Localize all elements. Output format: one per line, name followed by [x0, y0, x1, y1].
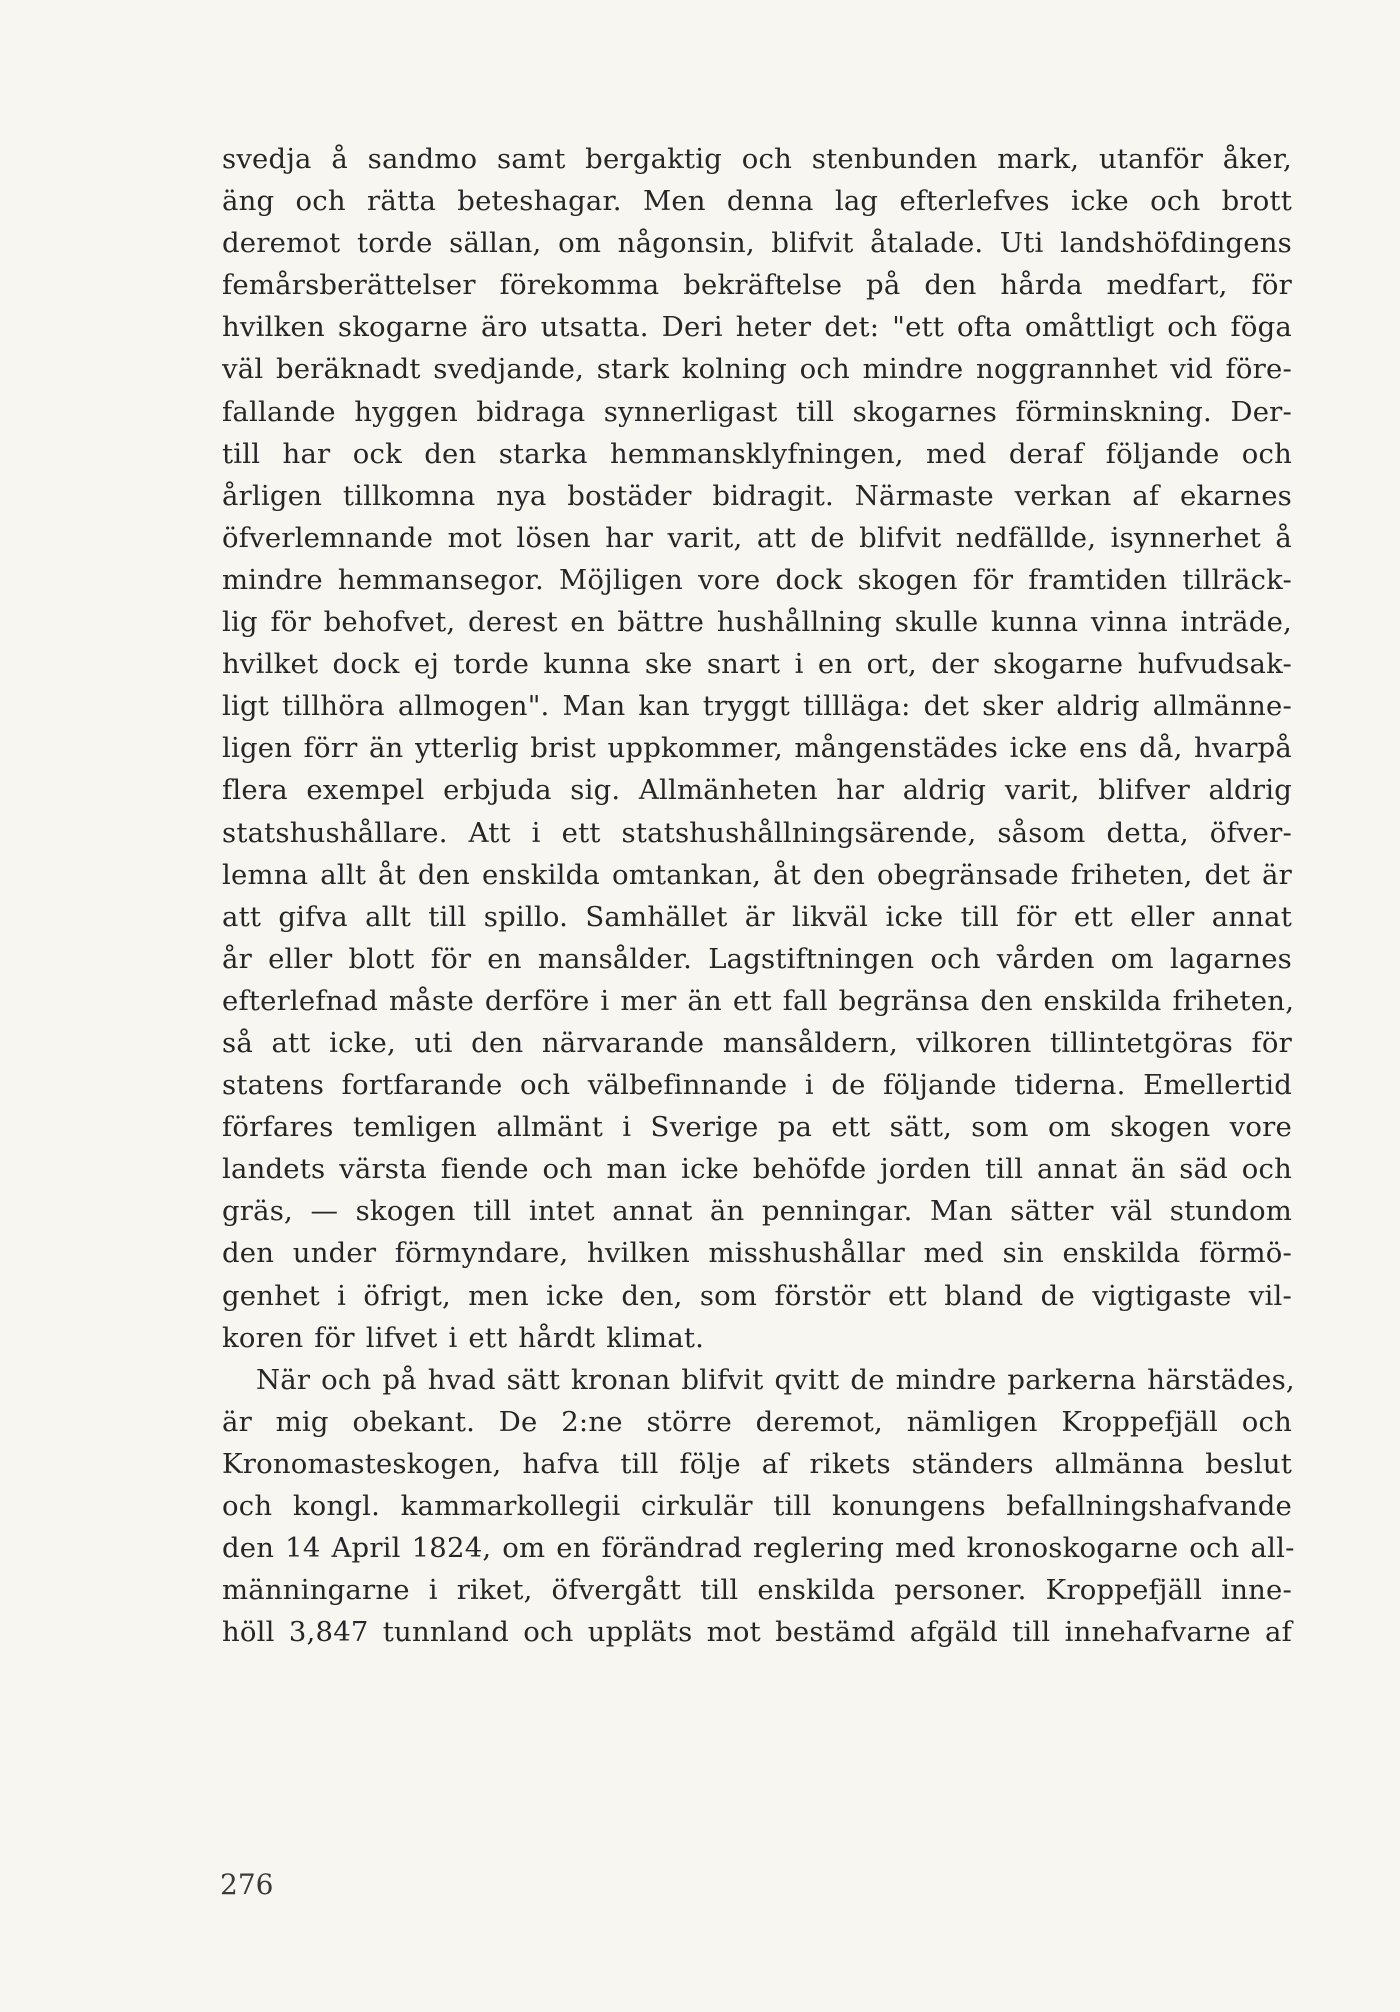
- text-line: är mig obekant. De 2:ne större deremot, nämligen Kroppefjäll och: [222, 1405, 1292, 1438]
- text-line: den under förmyndare, hvilken misshushållar med sin enskilda förmö-: [222, 1237, 1292, 1270]
- text-line: fallande hyggen bidraga synnerligast till skogarnes förminskning. Der-: [222, 395, 1292, 428]
- text-line: hvilken skogarne äro utsatta. Deri heter det: "ett ofta omåttligt och föga: [222, 311, 1292, 344]
- paragraph-1: [222, 138, 1295, 1359]
- text-line: ligt tillhöra allmogen". Man kan tryggt tillläga: det sker aldrig allmänne-: [222, 690, 1292, 723]
- text-line: till har ock den starka hemmansklyfningen, med deraf följande och: [222, 437, 1292, 470]
- text-line: femårsberättelser förekomma bekräftelse på den hårda medfart, för: [222, 269, 1292, 302]
- text-line: deremot torde sällan, om någonsin, blifvit åtalade. Uti landshöfdingens: [222, 227, 1292, 260]
- text-line: flera exempel erbjuda sig. Allmänheten har aldrig varit, blifver aldrig: [222, 774, 1292, 807]
- text-line: förfares temligen allmänt i Sverige pa ett sätt, som om skogen vore: [222, 1111, 1292, 1144]
- text-line: lemna allt åt den enskilda omtankan, åt den obegränsade friheten, det är: [222, 858, 1292, 891]
- text-line: ligen förr än ytterlig brist uppkommer, mångenstädes icke ens då, hvarpå: [222, 732, 1292, 765]
- text-line: landets värsta fiende och man icke behöfde jorden till annat än säd och: [222, 1153, 1292, 1186]
- text-line: äng och rätta beteshagar. Men denna lag efterlefves icke och brott: [222, 185, 1292, 218]
- text-line: år eller blott för en mansålder. Lagstiftningen och vården om lagarnes: [222, 942, 1292, 975]
- text-line: att gifva allt till spillo. Samhället är likväl icke till för ett eller annat: [222, 900, 1292, 933]
- text-line: gräs, — skogen till intet annat än penningar. Man sätter väl stundom: [222, 1195, 1292, 1228]
- page-number: 276: [220, 1868, 274, 1901]
- text-line: lig för behofvet, derest en bättre hushållning skulle kunna vinna inträde,: [222, 606, 1292, 639]
- body-text: [222, 138, 1295, 1653]
- text-line: statshushållare. Att i ett statshushållningsärende, såsom detta, öfver-: [222, 816, 1292, 849]
- text-line: öfverlemnande mot lösen har varit, att de blifvit nedfällde, isynnerhet å: [222, 521, 1292, 554]
- paragraph-2: [222, 1359, 1295, 1654]
- text-line: höll 3,847 tunnland och uppläts mot bestämd afgäld till innehafvarne af: [222, 1616, 1292, 1649]
- text-line: statens fortfarande och välbefinnande i de följande tiderna. Emellertid: [222, 1069, 1292, 1102]
- text-line: När och på hvad sätt kronan blifvit qvitt de mindre parkerna härstädes,: [256, 1363, 1295, 1396]
- text-line: årligen tillkomna nya bostäder bidragit. Närmaste verkan af ekarnes: [222, 479, 1292, 512]
- text-line: väl beräknadt svedjande, stark kolning och mindre noggrannhet vid före-: [222, 353, 1292, 386]
- text-line: och kongl. kammarkollegii cirkulär till konungens befallningshafvande: [222, 1490, 1292, 1522]
- text-line: genhet i öfrigt, men icke den, som förstör ett bland de vigtigaste vil-: [222, 1279, 1292, 1312]
- text-line: mindre hemmansegor. Möjligen vore dock skogen för framtiden tillräck-: [222, 563, 1292, 596]
- text-line: Kronomasteskogen, hafva till följe af rikets ständers allmänna beslut: [222, 1447, 1292, 1480]
- text-line: koren för lifvet i ett hårdt klimat.: [222, 1321, 705, 1354]
- text-line: den 14 April 1824, om en förändrad reglering med kronoskogarne och all-: [222, 1532, 1295, 1565]
- text-line: svedja å sandmo samt bergaktig och stenbunden mark, utanför åker,: [222, 143, 1292, 175]
- text-line: hvilket dock ej torde kunna ske snart i en ort, der skogarne hufvudsak-: [222, 648, 1292, 681]
- text-line: så att icke, uti den närvarande mansåldern, vilkoren tillintetgöras för: [222, 1026, 1292, 1059]
- text-line: efterlefnad måste derföre i mer än ett fall begränsa den enskilda friheten,: [222, 984, 1295, 1017]
- text-line: männingarne i riket, öfvergått till enskilda personer. Kroppefjäll inne-: [222, 1574, 1292, 1607]
